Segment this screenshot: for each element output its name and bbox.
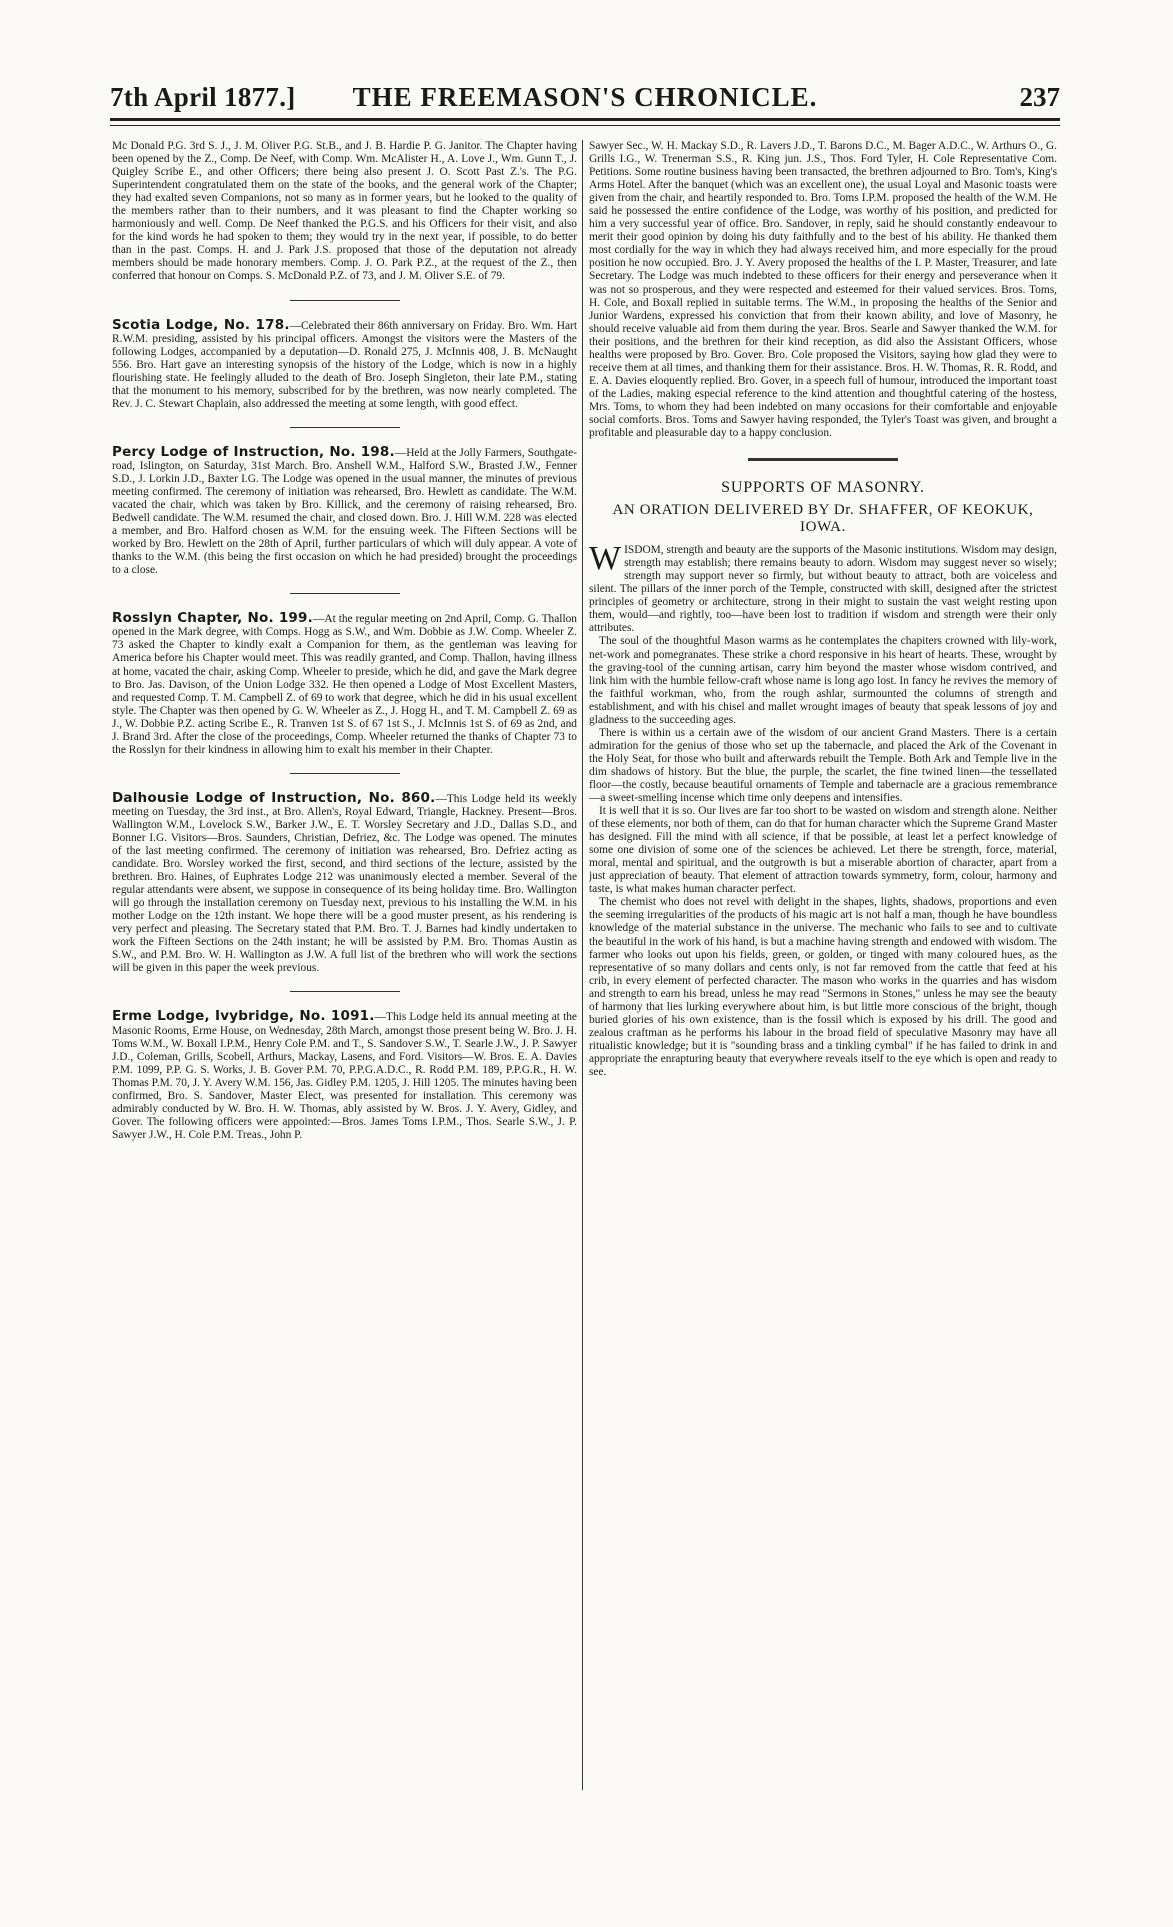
report-body: —Held at the Jolly Farmers, Southgate-road, Islington, on Saturday, 31st March. Bro. Anshell W.M., Halford S.W., Brasted J.W., Fenner S.D., J. Lorkin J.D., Baxter I.G. The Lodge was opened in the usual manner, the minutes of previous meeting confirmed. The ceremony of initiation was rehearsed, Bro. Hewlett as candidate. The W.M. vacated the chair, which was taken by Bro. Killick, and the ceremony of raising rehearsed, Bro. Bedwell candidate. The W.M. resumed the chair, and closed down. Bro. J. Hill W.M. 228 was elected a member, and Bro. Halford chosen as W.M. for the ensuing week. The Fifteen Sections will be worked by Bro. Hewlett on the 28th of April, further particulars of which will duly appear. A vote of thanks to the W.M. (this being the first occasion on which he had presided) brought the proceedings to a close. xyxy=(112,446,577,577)
report-body: —Celebrated their 86th anniversary on Friday. Bro. Wm. Hart R.W.M. presiding, assisted by his principal officers. Amongst the visitors were the Masters of the following Lodges, accompanied by a deputation—D. Ronald 275, J. McInnis 408, J. B. McNaught 556. Bro. Hart gave an interesting synopsis of the history of the Lodge, which is now in a highly flourishing state. He feelingly alluded to the death of Bro. Joseph Singleton, their late P.M., stating that the monument to his memory, subscribed for by the brethren, was now nearly completed. The Rev. J. C. Stewart Chaplain, also addressed the meeting at some length, with good effect. xyxy=(112,319,577,410)
column-divider xyxy=(582,140,583,1790)
report-body: —This Lodge held its weekly meeting on Tuesday, the 3rd inst., at Bro. Allen's, Royal Edward, Triangle, Hackney. Present—Bros. Wallington W.M., Lovelock S.W., Barker J.W., E. T. Worsley Secretary and J.D., Dallas S.D., and Bonner I.G. Visitors—Bros. Saunders, Christian, Defriez, &c. The Lodge was opened. The minutes of the last meeting confirmed. The ceremony of initiation was rehearsed, Bro. Defriez acting as candidate. Bro. Worsley worked the first, second, and third sections of the lecture, assisted by the brethren. Bro. Haines, of Euphrates Lodge 212 was unanimously elected a member. Several of the regular attendants were absent, we suppose in consequence of its being holiday time. Bro. Wallington will go through the installation ceremony on Tuesday next, previous to his installing the W.M. in his mother Lodge on the 12th instant. We hope there will be a good muster present, as his rendering is very perfect and pleasing. The Secretary stated that P.M. Bro. T. J. Barnes had kindly undertaken to work the Fifteen Sections on the 24th instant; he will be assisted by P.M. Bro. Thomas Austin as S.W., and P.M. Bro. W. H. Wallington as J.W. A full list of the brethren who will work the sections will be given in this paper the week previous. xyxy=(112,792,577,975)
oration-paragraph: The soul of the thoughtful Mason warms as he contemplates the chapiters crowned with lily-work, net-work and pomegranates. These strike a chord responsive in his heart of hearts. These, wrought by the graving-tool of the cunning artisan, carry him beyond the master whose wisdom contrived, and link him with the humble fellow-craft whose name is long ago lost. In fancy he revives the memory of the faithful workman, who, from the rough ashlar, surmounted the columns of strength and establishment, and with his chisel and mallet wrought images of beauty that speak lessons of joy and gladness to the succeeding ages. xyxy=(589,635,1057,726)
report-erme-lodge xyxy=(112,1010,577,1141)
article-subtitle: AN ORATION DELIVERED BY Dr. SHAFFER, OF KEOKUK, IOWA. xyxy=(612,502,1034,536)
chapter-report-continued: Mc Donald P.G. 3rd S. J., J. M. Oliver P.G. St.B., and J. B. Hardie P. G. Janitor. The Chapter having been opened by the Z., Comp. De Neef, with Comp. Wm. McAlister H., A. Love J., Wm. Gunn T., J. Quigley Scribe E., and other Officers; there being also present J. O. Scott Past Z.'s. The P.G. Superintendent congratulated them on the state of the books, and the general work of the Chapter; they had exalted seven Companions, not so many as in former years, but he looked to the quality of the members rather than to their numbers, and it was pleasant to find the Chapter working so harmoniously and well. Comp. De Neef thanked the P.G.S. and his Officers for their visit, and also for the kind words he had spoken to them; they would try in the next year, if possible, to do better than in the past. Comps. H. and J. Park J.S. proposed that those of the deputation not already members should be made honorary members. Comp. J. O. Park P.Z., at the request of the Z., then conferred that honour on Comps. S. McDonald P.Z. of 73, and J. M. Oliver S.E. of 79. xyxy=(112,140,577,283)
report-body: —This Lodge held its annual meeting at the Masonic Rooms, Erme House, on Wednesday, 28th March, amongst those present being W. Bro. J. H. Toms W.M., W. Boxall I.P.M., Henry Cole P.M. and T., S. Sandover S.W., T. Searle J.W., J. P. Sawyer J.D., Coleman, Grills, Scobell, Arthurs, Mackay, Lasens, and Ford. Visitors—W. Bros. E. A. Davies P.M. 1099, P.P. G. S. Works, J. B. Gover P.M. 70, P.P.G.A.D.C., R. Rodd P.M. 189, P.P.G.R., H. W. Thomas P.M. 70, J. Y. Avery W.M. 156, Jas. Gidley P.M. 1205, J. Hill 1205. The minutes having been confirmed, Bro. S. Sandover, Master Elect, was presented for installation. This ceremony was admirably conducted by W. Bro. H. W. Thomas, ably assisted by W. Bros. J. Y. Avery, Gidley, and Gover. The following officers were appointed:—Bros. James Toms I.P.M., Thos. Searle S.W., J. P. Sawyer J.W., H. Cole P.M. Treas., John P. xyxy=(112,1011,577,1141)
oration-paragraph: There is within us a certain awe of the wisdom of our ancient Grand Masters. There is a certain admiration for the genius of those who set up the tabernacle, and placed the Ark of the Covenant in the Holy Seat, for those who built and afterwards rebuilt the Temple. Both Ark and Temple live in the dim shadows of history. But the blue, the purple, the scarlet, the fine twined linen—the tessellated floor—the costly, because beautiful ornaments of Temple and tabernacle are a gracious remembrance—a sweet-smelling incense which time only deepens and intensifies. xyxy=(589,726,1057,805)
oration-paragraph xyxy=(589,540,1057,635)
oration-paragraph: It is well that it is so. Our lives are far too short to be wasted on wisdom and strength alone. Neither of these elements, nor both of them, can do that for human character which the Supreme Grand Master has designed. Fill the mind with all science, if that be possible, at least let a perfect knowledge of some one division of some one of the sciences be achieved. Let there be strength, force, material, moral, mental and spiritual, and the outgrowth is but a miserable abortion of character, apart from a just appreciation of beauty. That element of attraction towards symmetry, form, colour, harmony and taste, is what makes human character perfect. xyxy=(589,805,1057,896)
drop-cap: W xyxy=(589,540,622,578)
oration-text: ISDOM, strength and beauty are the supports of the Masonic institutions. Wisdom may design, strength may establish; there remains beauty to adorn. Wisdom may suggest never so wisely; strength may support never so firmly, but without beauty to attract, both are voiceless and silent. The pillars of the inner porch of the Temple, constructed with skill, designed after the strictest principles of geometry or architecture, strong in their might to sustain the vast weight resting upon them, would—and rightly, too—have been lost to tradition if wisdom and strength were their only attributes. xyxy=(589,544,1057,635)
section-separator xyxy=(290,773,400,774)
right-column xyxy=(589,140,1057,1900)
page-header xyxy=(110,82,1060,116)
report-percy-lodge xyxy=(112,443,577,577)
issue-date: 7th April 1877.] xyxy=(110,82,296,112)
header-rule xyxy=(110,118,1060,126)
oration-paragraph: The chemist who does not revel with delight in the shapes, lights, shadows, proportions and even the seeming irregularities of the products of his magic art is not half a man, though he have boundless knowledge of the material substance in the universe. The mechanic who fails to see and to cultivate the beautiful in the work of his hand, is but a machine having strength and endowed with wisdom. The farmer who looks out upon his fields, green, or golden, or tinged with many coloured hues, as the representative of so many dollars and cents only, is not far removed from the cattle that feed at his crib, in every element of perfected character. The mason who works in the quarries and has wisdom and strength to earn his bread, unless he may read "Sermons in Stones," unless he may see the beauty of harmony that lies lurking everywhere about him, is but little more conscious of the bright, though buried glories of his own existence, than is the fossil which is exposed by his drill. The good and zealous craftman as he performs his labour in the broad field of speculative Masonry may have all ritualistic knowledge; but it is "sounding brass and a tinkling cymbal" if he has failed to drink in and appropriate the enrapturing beauty that everywhere reveals itself to the eye which is open and ready to see. xyxy=(589,896,1057,1078)
report-heading: Rosslyn Chapter, No. 199. xyxy=(112,610,313,627)
left-column xyxy=(112,140,577,1900)
section-separator xyxy=(290,300,400,301)
report-body: —At the regular meeting on 2nd April, Comp. G. Thallon opened in the Mark degree, with Comps. Hogg as S.W., and Wm. Dobbie as J.W. Comp. Wheeler Z. 73 asked the Chapter to kindly exalt a Companion for them, as the gentleman was leaving for America before his Chapter would meet. This was readily granted, and Comp. Thallon, having illness at home, vacated the chair, asking Comp. Wheeler to preside, which he did, and gave the Mark degree to Bro. Jas. Davison, of the Union Lodge 332. He then opened a Lodge of Most Excellent Masters, and requested Comp. T. M. Campbell Z. of 69 to work that degree, which he did in his usual excellent style. The Chapter was then opened by G. W. Wheeler as Z., J. Hogg H., and T. M. Campbell Z. 69 as J., W. Dobbie P.Z. acting Scribe E., R. Tranven 1st S. of 67 1st S., J. McInnis 1st S. of 69 as 2nd, and J. Brand 3rd. After the close of the proceedings, Comp. Wheeler returned the thanks of Chapter 73 to the Rosslyn for their kindness in allowing him to exalt his member in their Chapter. xyxy=(112,613,577,756)
report-heading: Dalhousie Lodge of Instruction, No. 860. xyxy=(112,789,436,806)
publication-title: THE FREEMASON'S CHRONICLE. xyxy=(352,82,818,112)
report-rosslyn-chapter xyxy=(112,612,577,757)
report-dalhousie-lodge xyxy=(112,789,577,976)
section-separator xyxy=(290,593,400,594)
report-heading: Percy Lodge of Instruction, No. 198. xyxy=(112,443,395,460)
section-separator xyxy=(290,427,400,428)
page-number: 237 xyxy=(1019,82,1060,112)
section-separator xyxy=(290,991,400,992)
article-separator xyxy=(748,458,898,461)
article-title: SUPPORTS OF MASONRY. xyxy=(721,479,925,497)
report-heading: Erme Lodge, Ivybridge, No. 1091. xyxy=(112,1008,375,1025)
erme-report-continued: Sawyer Sec., W. H. Mackay S.D., R. Lavers J.D., T. Barons D.C., M. Bager A.D.C., W. Arthurs O., G. Grills I.G., W. Trenerman S.S., R. King jun. J.S., Thos. Ford Tyler, H. Cole Representative Com. Petitions. Some routine business having been transacted, the brethren adjourned to Bro. Tom's, King's Arms Hotel. After the banquet (which was an excellent one), the usual Loyal and Masonic toasts were given from the chair, and heartily responded to. Bro. Toms I.P.M. proposed the health of the W.M. He said he possessed the entire confidence of the Lodge, was worthy of his position, and predicted for him a very successful year of office. Bro. Sandover, in reply, said he should constantly endeavour to merit their good opinion by doing his duty faithfully and to the best of his ability. He thanked them most cordially for the way in which they had always received him, and more especially for the proud position he now occupied. Bro. J. Y. Avery proposed the healths of the I. P. Master, Treasurer, and late Secretary. The Lodge was much indebted to these officers for their energy and perseverance when it was not so prosperous, and they were respected and esteemed for their valued services. Bros. Toms, H. Cole, and Boxall replied in suitable terms. The W.M., in proposing the healths of the Senior and Junior Wardens, expressed his conviction that from their known ability, and love of Masonry, he should receive valuable aid from them during the year. Bros. Searle and Sawyer thanked the W.M. for their positions, and the brethren for their kind reception, as did also the Assistant Officers, whose healths were proposed by Bro. Gover. Bro. Cole proposed the Visitors, saying how glad they were to receive them at all times, and thanking them for their assistance. Bros. H. W. Thomas, R. R. Rodd, and E. A. Davies eloquently replied. Bro. Gover, in a speech full of humour, introduced the important toast of the Ladies, making especial reference to the kind attention and thoughtful catering of the hostess, Mrs. Toms, to whom they had been indebted on many occasions for their comfortable and enjoyable social comforts. Bros. Toms and Sawyer having responded, the Tyler's Toast was given, and brought a profitable and pleasurable day to a happy conclusion. xyxy=(589,140,1057,440)
report-scotia-lodge xyxy=(112,316,577,411)
report-heading: Scotia Lodge, No. 178. xyxy=(112,316,290,333)
